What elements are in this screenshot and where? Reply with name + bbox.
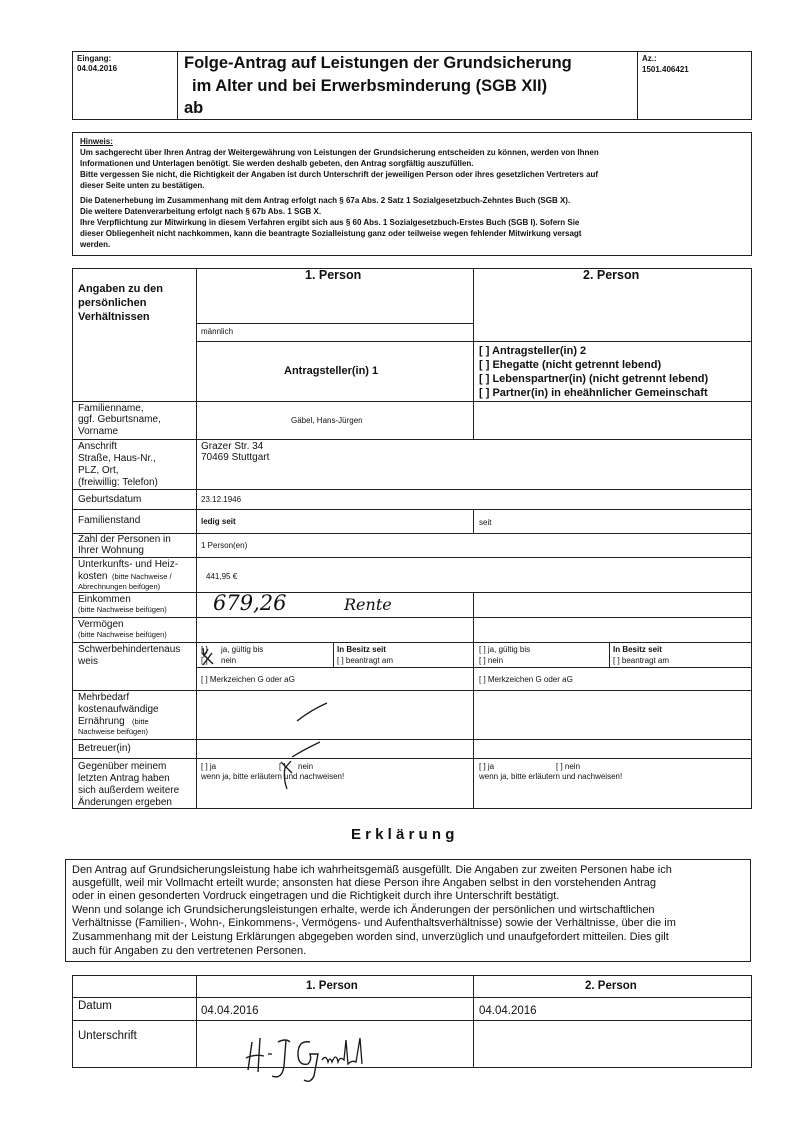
- changes-label: Gegenüber meinem: [78, 761, 167, 772]
- declaration-heading: E r k l ä r u n g: [351, 826, 455, 843]
- row-line: [72, 557, 752, 558]
- disability-p2-beantragt[interactable]: [ ] beantragt am: [613, 656, 670, 665]
- checkbox-p1-no[interactable]: [ ]: [201, 656, 208, 665]
- sig-row-line: [72, 1020, 752, 1021]
- name-label: Familienname,: [78, 403, 144, 414]
- disability-p2-split: [609, 642, 610, 667]
- household-label: Zahl der Personen in: [78, 534, 171, 545]
- household-value[interactable]: 1 Person(en): [201, 541, 248, 550]
- pen-strike-line: [290, 740, 324, 760]
- name-label: Vorname: [78, 426, 119, 437]
- disability-p1-yes: ja, gültig bis: [221, 645, 264, 654]
- person2-header: 2. Person: [583, 268, 640, 282]
- marital-label: Familienstand: [78, 515, 141, 526]
- income-value[interactable]: 679,26: [213, 591, 287, 615]
- row-line: [72, 489, 752, 490]
- hinweis-line: dieser Seite unten zu bestätigen.: [80, 181, 205, 190]
- disability-label: weis: [78, 656, 99, 667]
- mehrbedarf-label: Nachweise beifügen): [78, 727, 149, 736]
- declaration-line: Zusammenhang mit der Leistung Erklärungen abgegeben worden sind, unverzüglich und unaufgefordert mitteilen. Dies gilt: [72, 931, 669, 943]
- address-label: (freiwillig: Telefon): [78, 477, 158, 488]
- az-label: Az.:: [642, 54, 657, 63]
- checkbox-p1-nein[interactable]: [ ]: [279, 762, 286, 771]
- hinweis-line: Um sachgerecht über Ihren Antrag der Weitergewährung von Leistungen der Grundsicherung entscheiden zu können, werden von Ihnen: [80, 148, 599, 157]
- income-label: Einkommen: [78, 594, 131, 605]
- person2-role-option[interactable]: [ ] Partner(in) in eheähnlicher Gemeinschaft: [479, 387, 708, 399]
- mehrbedarf-label: Mehrbedarf: [78, 692, 130, 703]
- changes-p2-note: wenn ja, bitte erläutern und nachweisen!: [479, 772, 623, 781]
- housing-label: kosten: [78, 571, 108, 582]
- income-label: (bitte Nachweise beifügen): [78, 605, 167, 614]
- header-divider-left: [177, 51, 178, 120]
- row-line: [72, 401, 752, 402]
- pen-cross-mark: [200, 652, 216, 666]
- person1-gender: männlich: [201, 327, 234, 336]
- unterschrift-label: Unterschrift: [78, 1030, 137, 1042]
- declaration-line: Verhältnisse (Familien-, Wohn-, Einkommens-, Vermögens- und Aufenthaltsverhältnisse) sowie der Verhältnisse, über die im: [72, 917, 676, 929]
- birth-value[interactable]: 23.12.1946: [201, 495, 242, 504]
- person2-role-option[interactable]: [ ] Ehegatte (nicht getrennt lebend): [479, 359, 662, 371]
- disability-p1-merkzeichen[interactable]: [ ] Merkzeichen G oder aG: [201, 675, 295, 684]
- header-divider-right: [637, 51, 638, 120]
- hinweis-line: Die Datenerhebung im Zusammenhang mit dem Antrag erfolgt nach § 67a Abs. 2 Satz 1 Sozialgesetzbuch-Zehntes Buch (SGB X).: [80, 196, 571, 205]
- changes-p1-ja[interactable]: [ ] ja: [201, 762, 217, 771]
- datum-p1[interactable]: 04.04.2016: [201, 1005, 259, 1017]
- disability-p2-no[interactable]: [ ] nein: [479, 656, 504, 665]
- housing-label: Abrechnungen beifügen): [78, 582, 161, 591]
- sig-person1-header: 1. Person: [306, 980, 358, 992]
- mehrbedarf-label: (bitte: [132, 717, 149, 726]
- person1-role: Antragsteller(in) 1: [284, 365, 379, 377]
- person2-role-option[interactable]: [ ] Lebenspartner(in) (nicht getrennt lebend): [479, 373, 709, 385]
- hinweis-line: Ihre Verpflichtung zur Mitwirkung in diesem Verfahren ergibt sich aus § 60 Abs. 1 Sozialgesetzbuch-Erstes Buch (SGB I). Sofern Sie: [80, 218, 580, 227]
- form-title-line2: im Alter und bei Erwerbsminderung (SGB XII): [192, 77, 548, 95]
- assets-label: Vermögen: [78, 619, 124, 630]
- changes-p1-note: wenn ja, bitte erläutern und nachweisen!: [201, 772, 345, 781]
- mehrbedarf-label: Ernährung: [78, 716, 125, 727]
- row-line: [72, 690, 752, 691]
- marital-value[interactable]: ledig seit: [201, 517, 236, 526]
- col-divider-2a: [473, 268, 474, 439]
- changes-p2-nein[interactable]: [ ] nein: [556, 762, 581, 771]
- section-label: Verhältnissen: [78, 311, 150, 323]
- pen-cross-mark: [278, 758, 298, 792]
- mehrbedarf-label: kostenaufwändige: [78, 704, 159, 715]
- housing-label: Unterkunfts- und Heiz-: [78, 559, 179, 570]
- hinweis-line: Informationen und Unterlagen benötigt. Sie werden deshalb gebeten, den Antrag sorgfältig auszufüllen.: [80, 159, 474, 168]
- row-line: [72, 509, 752, 510]
- hinweis-line: dieser Obliegenheit nicht nachkommen, kann die beantragte Sozialleistung ganz oder teilweise wegen fehlender Mitwirkung versagt: [80, 229, 582, 238]
- address-label: PLZ, Ort,: [78, 465, 119, 476]
- eingang-date: 04.04.2016: [77, 64, 118, 73]
- declaration-line: auch für Angaben zu den vertretenen Personen.: [72, 945, 307, 957]
- sig-col-divider-1: [196, 975, 197, 1068]
- section-label: persönlichen: [78, 297, 147, 309]
- disability-p2-yes[interactable]: [ ] ja, gültig bis: [479, 645, 531, 654]
- row-line: [72, 533, 752, 534]
- checkbox-p1-yes[interactable]: [ ]: [201, 645, 208, 654]
- handwritten-signature[interactable]: [238, 1030, 378, 1086]
- pen-strike-line: [295, 700, 331, 724]
- changes-label: Änderungen ergeben: [78, 797, 172, 808]
- betreuer-label: Betreuer(in): [78, 743, 131, 754]
- disability-p1-split: [333, 642, 334, 667]
- marital-p2[interactable]: seit: [479, 518, 492, 527]
- row-line: [196, 323, 473, 324]
- row-line: [72, 642, 752, 643]
- address-label: Anschrift: [78, 441, 117, 452]
- col-divider-1: [196, 268, 197, 809]
- sig-row-line: [72, 997, 752, 998]
- changes-label: sich außerdem weitere: [78, 785, 180, 796]
- section-label: Angaben zu den: [78, 283, 163, 295]
- signature-table: [72, 975, 752, 1068]
- name-value[interactable]: Gäbel, Hans-Jürgen: [291, 416, 363, 425]
- disability-label: Schwerbehindertenaus: [78, 644, 181, 655]
- disability-p2-merkzeichen[interactable]: [ ] Merkzeichen G oder aG: [479, 675, 573, 684]
- hinweis-line: Bitte vergessen Sie nicht, die Richtigkeit der Angaben ist durch Unterschrift der jeweiligen Person oder ihres gesetzlichen Vertreters auf: [80, 170, 599, 179]
- declaration-line: Den Antrag auf Grundsicherungsleistung habe ich wahrheitsgemäß ausgefüllt. Die Angaben zur zweiten Personen habe ich: [72, 864, 672, 876]
- col-divider-2c: [473, 592, 474, 809]
- hinweis-line: werden.: [80, 240, 111, 249]
- name-label: ggf. Geburtsname,: [78, 414, 161, 425]
- disability-p2-besitz: In Besitz seit: [613, 645, 662, 654]
- address-label: Straße, Haus-Nr.,: [78, 453, 156, 464]
- personal-table: [72, 268, 752, 809]
- housing-value[interactable]: 441,95 €: [206, 572, 238, 581]
- address-street[interactable]: Grazer Str. 34: [201, 441, 264, 452]
- row-line: [72, 617, 752, 618]
- changes-p2-ja[interactable]: [ ] ja: [479, 762, 495, 771]
- changes-p1-nein: nein: [298, 762, 314, 771]
- declaration-line: Wenn und solange ich Grundsicherungsleistungen erhalte, werde ich Änderungen der persönlichen und wirtschaftlichen: [72, 904, 655, 916]
- form-title-line1: Folge-Antrag auf Leistungen der Grundsicherung: [184, 54, 572, 72]
- az-value: 1501.406421: [642, 65, 689, 74]
- household-label: Ihrer Wohnung: [78, 545, 144, 556]
- sig-col-divider-2: [473, 975, 474, 1068]
- assets-label: (bitte Nachweise beifügen): [78, 630, 167, 639]
- disability-p1-beantragt[interactable]: [ ] beantragt am: [337, 656, 394, 665]
- person2-role-option[interactable]: [ ] Antragsteller(in) 2: [479, 345, 587, 357]
- income-note[interactable]: Rente: [344, 595, 392, 614]
- hinweis-line: Die weitere Datenverarbeitung erfolgt nach § 67b Abs. 1 SGB X.: [80, 207, 322, 216]
- row-line: [72, 439, 752, 440]
- row-line: [72, 758, 752, 759]
- col-divider-2b: [473, 509, 474, 533]
- row-line: [196, 667, 752, 668]
- row-line: [196, 341, 752, 342]
- row-line: [72, 592, 752, 593]
- form-title-line3: ab: [184, 99, 204, 117]
- sig-person2-header: 2. Person: [585, 980, 637, 992]
- changes-label: letzten Antrag haben: [78, 773, 170, 784]
- address-city[interactable]: 70469 Stuttgart: [201, 452, 270, 463]
- eingang-label: Eingang:: [77, 54, 112, 63]
- person1-header: 1. Person: [305, 268, 362, 282]
- declaration-line: ausgefüllt, weil mir Vollmacht erteilt wurde; ansonsten hat diese Person ihre Angaben selbst in den vorstehenden Antrag: [72, 877, 656, 889]
- housing-label: (bitte Nachweise /: [112, 572, 172, 581]
- declaration-line: oder in einen gesonderten Vordruck eingetragen und die Richtigkeit durch ihre Unterschrift bestätigt.: [72, 890, 560, 902]
- disability-p1-no: nein: [221, 656, 237, 665]
- birth-label: Geburtsdatum: [78, 494, 142, 505]
- hinweis-label: Hinweis:: [80, 137, 113, 146]
- row-line: [72, 739, 752, 740]
- datum-label: Datum: [78, 1000, 112, 1012]
- datum-p2[interactable]: 04.04.2016: [479, 1005, 537, 1017]
- disability-p1-besitz: In Besitz seit: [337, 645, 386, 654]
